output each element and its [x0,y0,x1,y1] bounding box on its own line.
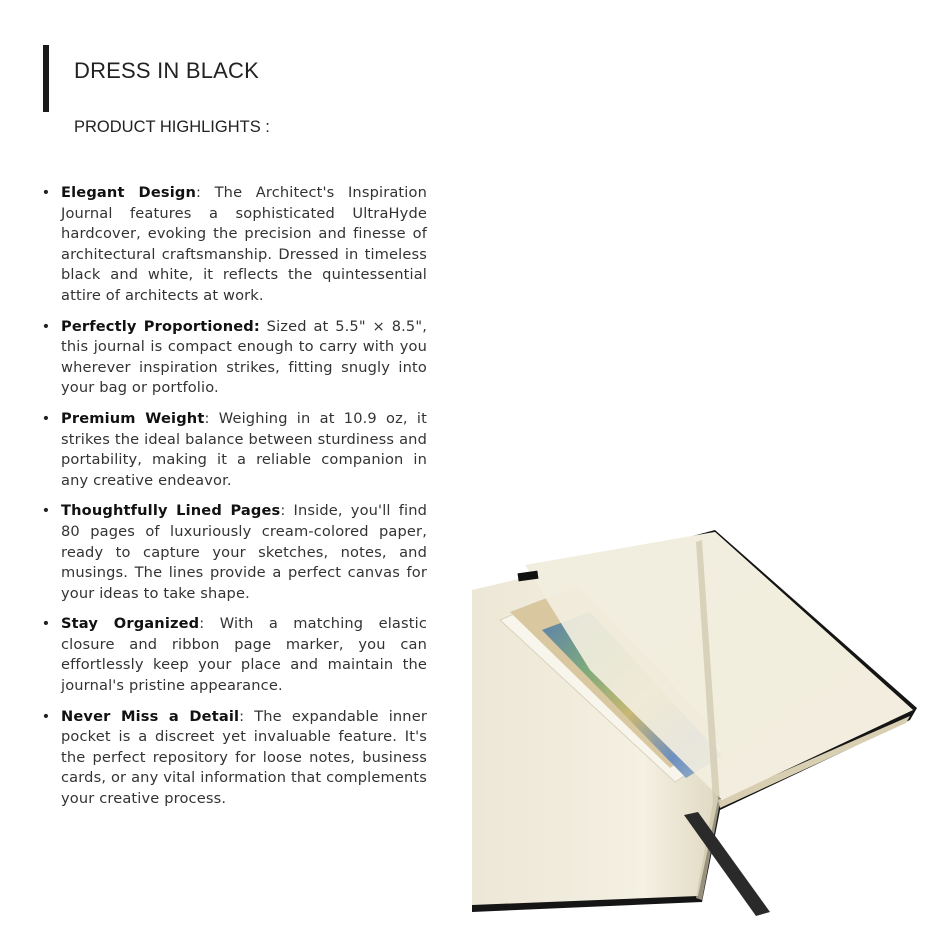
bullet-icon: • [41,615,51,633]
bullet-icon: • [41,317,51,335]
list-item [40,707,427,810]
title-accent-bar [43,45,49,112]
item-text: : With a matching elastic closure and ribbon page marker, you can effortlessly keep your place and maintain the journal's pristine appearance. [61,615,427,695]
list-item [40,614,427,696]
item-lead: Perfectly Proportioned: [61,317,260,335]
bullet-icon: • [41,707,51,725]
item-text: : The expandable inner pocket is a discreet yet invaluable feature. It's the perfect repository for loose notes, business cards, or any vital information that complements your creative process. [61,707,427,808]
list-item [40,501,427,604]
item-text: : Weighing in at 10.9 oz, it strikes the ideal balance between sturdiness and portability, making it a reliable companion in any creative endeavor. [61,409,427,489]
item-text: : Inside, you'll find 80 pages of luxuriously cream-colored paper, ready to capture your sketches, notes, and musings. The lines provide a perfect canvas for your ideas to take shape. [61,502,428,602]
item-lead: Elegant Design [61,184,196,201]
item-lead: Never Miss a Detail [61,707,240,725]
item-lead: Thoughtfully Lined Pages [61,502,281,520]
item-lead: Stay Organized [61,615,200,633]
list-item [40,317,427,399]
bullet-icon: • [41,502,51,520]
section-subtitle: PRODUCT HIGHLIGHTS : [74,118,270,136]
list-item [40,183,427,307]
item-text: Sized at 5.5" × 8.5", this journal is compact enough to carry with you wherever inspiration strikes, fitting snugly into your bag or portfolio. [61,317,428,397]
open-journal-image [470,520,930,930]
list-item [40,409,427,491]
item-lead: Premium Weight [61,409,205,427]
item-text: : The Architect's Inspiration Journal features a sophisticated UltraHyde hardcover, evoking the precision and finesse of architectural craftsmanship. Dressed in timeless black and white, it reflects the quintessential attire of architects at work. [61,184,427,304]
highlights-list [40,183,427,820]
page-title: DRESS IN BLACK [74,58,259,83]
bullet-icon: • [41,184,51,201]
bullet-icon: • [41,409,51,427]
